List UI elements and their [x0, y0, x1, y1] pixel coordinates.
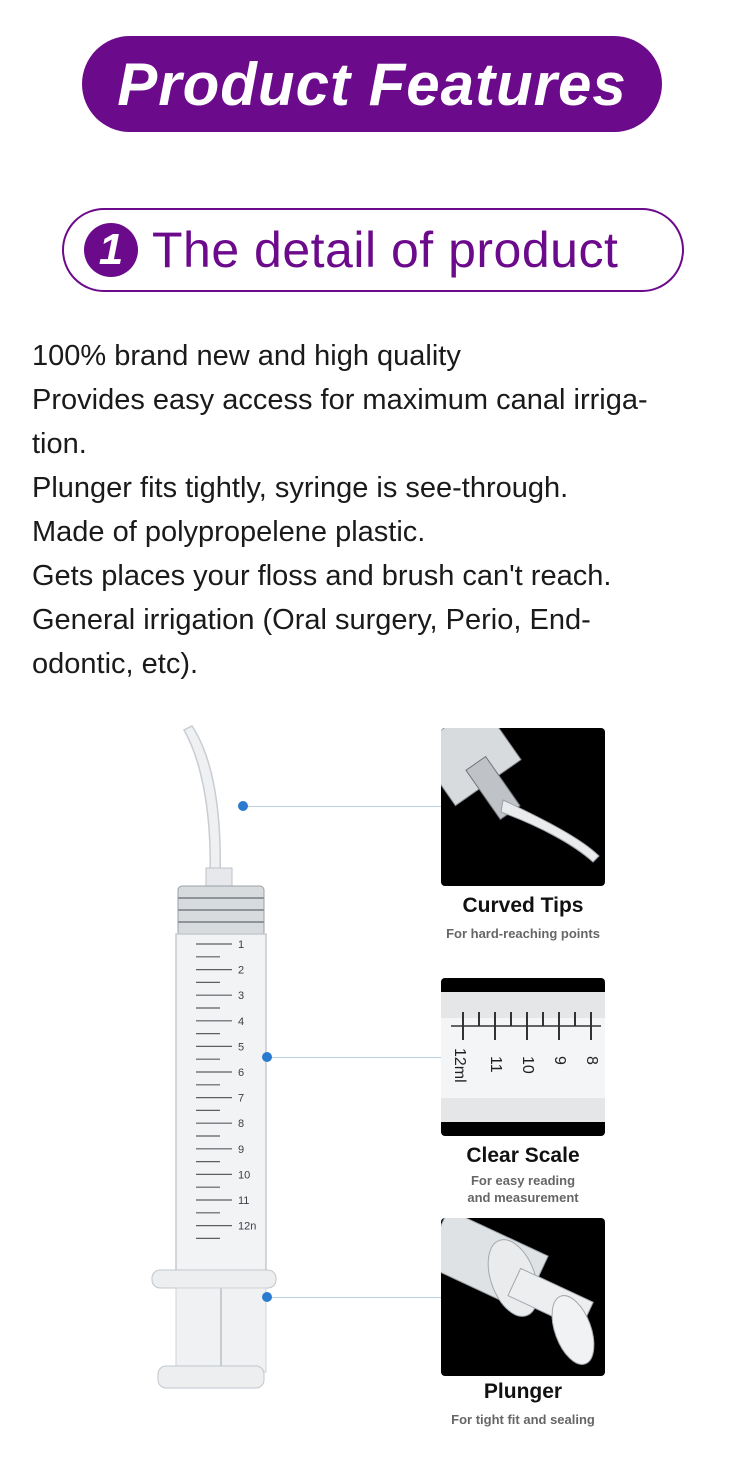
scale-number: 10 [238, 1169, 251, 1182]
plunger-title: Plunger [483, 1380, 563, 1403]
clear-scale-title: Clear Scale [466, 1144, 580, 1167]
scale-number: 9 [238, 1143, 245, 1156]
scale-number: 11 [238, 1195, 250, 1207]
scale-label-9: 9 [551, 1056, 568, 1065]
curved-tips-title: Curved Tips [462, 894, 584, 917]
leader-line-clear-scale [268, 1057, 441, 1058]
clear-scale-photo [441, 978, 605, 1136]
section-number-badge: 1 [84, 223, 138, 277]
scale-number: 12n [238, 1220, 257, 1233]
description-line: General irrigation (Oral surgery, Perio, End- [32, 604, 591, 636]
syringe-illustration [140, 718, 300, 1418]
description-line: tion. [32, 428, 87, 460]
scale-number: 5 [238, 1041, 245, 1054]
description-line: Plunger fits tightly, syringe is see-through. [32, 472, 569, 504]
scale-label-12ml: 12ml [451, 1048, 468, 1083]
leader-line-curved-tips [244, 806, 441, 807]
scale-number: 3 [238, 990, 245, 1003]
scale-number: 2 [238, 964, 245, 977]
scale-label-10: 10 [519, 1056, 536, 1074]
description-text [32, 334, 722, 686]
section-heading [62, 208, 684, 292]
syringe-thumb-rest [158, 1366, 264, 1388]
clear-scale-subtitle-line2: and measurement [467, 1190, 579, 1205]
curved-tips-photo [441, 728, 605, 886]
scale-number: 4 [238, 1015, 245, 1028]
scale-number: 1 [238, 939, 245, 951]
clear-scale-subtitle [431, 1172, 615, 1206]
description-line: Provides easy access for maximum canal irriga- [32, 384, 648, 416]
syringe-flange [152, 1270, 276, 1288]
callout-dot-plunger [262, 1292, 272, 1302]
callout-dot-curved-tips [238, 801, 248, 811]
scale-label-8: 8 [583, 1056, 600, 1065]
scale-number: 7 [238, 1092, 245, 1105]
plunger-photo [441, 1218, 605, 1376]
description-line: 100% brand new and high quality [32, 340, 461, 372]
scale-label-11: 11 [487, 1056, 504, 1073]
description-line: odontic, etc). [32, 648, 199, 680]
scale-number: 8 [238, 1118, 245, 1131]
description-line: Gets places your floss and brush can't reach. [32, 560, 612, 592]
banner-title: Product Features [117, 50, 627, 118]
callout-dot-clear-scale [262, 1052, 272, 1062]
leader-line-plunger [268, 1297, 441, 1298]
section-title: The detail of product [152, 222, 619, 278]
scale-number: 6 [238, 1067, 245, 1079]
curved-tips-subtitle: For hard-reaching points [446, 926, 600, 941]
clear-scale-subtitle-line1: For easy reading [470, 1173, 576, 1188]
syringe-curved-tip [184, 726, 220, 878]
product-features-banner [82, 36, 662, 132]
description-line: Made of polypropelene plastic. [32, 516, 426, 548]
plunger-subtitle: For tight fit and sealing [451, 1412, 595, 1427]
